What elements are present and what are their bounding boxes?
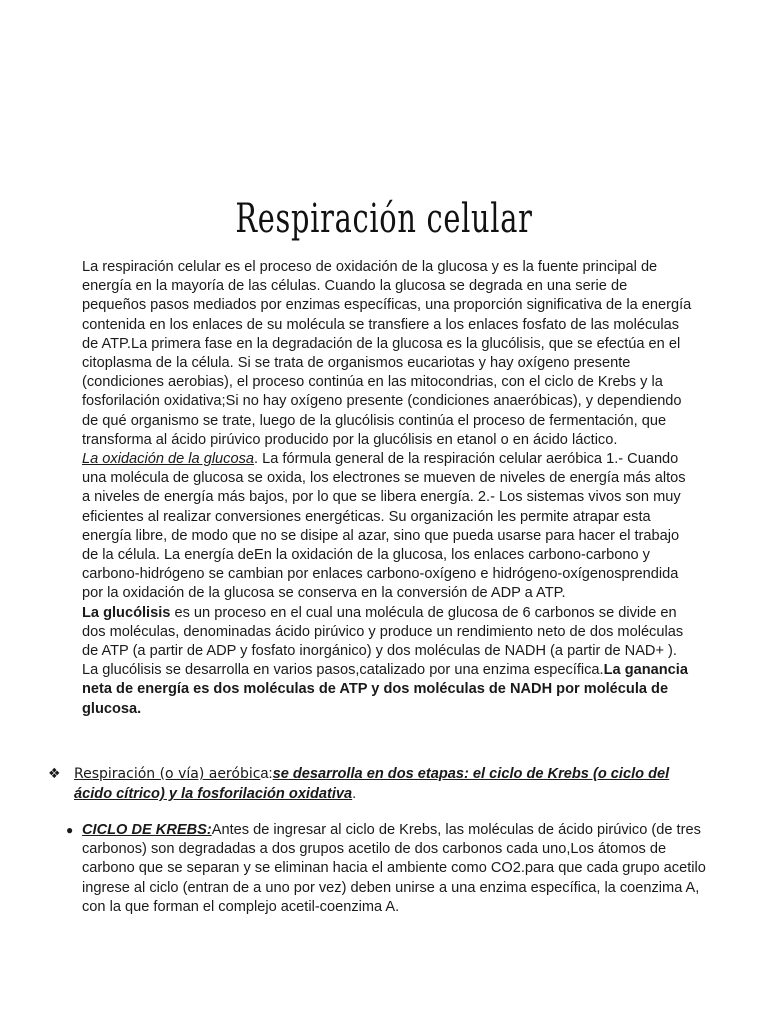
glycolysis-text: es un proceso en el cual una molécula de glucosa de 6 carbonos se divide en dos moléculas, denominadas ácido pirúvico y produce un rendimiento neto de dos moléculas de ATP (a partir de ADP y fosfato inorgánico) y dos moléculas de NADH (a partir de NAD+ ). La glucólisis se desarrolla en varios pasos,catalizado por una enzima específica.	[82, 604, 684, 679]
aerobic-text	[74, 764, 708, 804]
list-item-aerobic	[48, 764, 708, 804]
oxidation-text: . La fórmula general de la respiración celular aeróbica 1.- Cuando una molécula de glucosa se oxida, los electrones se mueven de niveles de energía más altos a niveles de energía más bajos, por lo que se libera energía. 2.- Los sistemas vivos son muy eficientes al realizar conversiones energéticas. Su organización les permite atrapar esta energía libre, de modo que no se disipe al azar, sino que pueda usarse para hacer el trabajo de la célula. La energía deEn la oxidación de la glucosa, los enlaces carbono-carbono y carbono-hidrógeno se cambian por enlaces carbono-oxígeno e hidrógeno-oxígenosprendida por la oxidación de la glucosa se conserva en la conversión de ADP a ATP.	[82, 451, 686, 602]
diamond-bullet-icon: ❖	[48, 766, 61, 782]
glycolysis-bold-summary: La ganancia neta de energía es dos moléculas de ATP y dos moléculas de NADH por molécula de glucosa.	[82, 662, 688, 717]
krebs-text	[82, 821, 706, 917]
paragraph-oxidation	[82, 450, 694, 604]
aerobic-end: .	[352, 786, 357, 802]
aerobic-heading-tail: a:	[260, 766, 273, 782]
list-item-krebs	[66, 821, 706, 917]
aerobic-emphasis: se desarrolla en dos etapas: el ciclo de Krebs (o ciclo del ácido cítrico) y la fosforilación oxidativa	[74, 766, 670, 802]
krebs-heading: CICLO DE KREBS:	[82, 822, 212, 838]
glycolysis-heading: La glucólisis	[82, 604, 171, 621]
paragraph-glycolysis	[82, 604, 694, 719]
dot-bullet-icon: ●	[66, 823, 74, 837]
aerobic-heading: Respiración (o vía) aeróbic	[74, 766, 261, 782]
page-title: Respiración celular	[235, 196, 533, 242]
paragraph-intro: La respiración celular es el proceso de oxidación de la glucosa y es la fuente principal de energía en la mayoría de las células. Cuando la glucosa se degrada en una serie de pequeños pasos mediados por enzimas específicas, una proporción significativa de la energía contenida en los enlaces de su molécula se transfiere a los enlaces fosfato de las moléculas de ATP.La primera fase en la degradación de la glucosa es la glucólisis, que se efectúa en el citoplasma de la célula. Si se trata de organismos eucariotas y hay oxígeno presente (condiciones aerobias), el proceso continúa en las mitocondrias, con el ciclo de Krebs y la fosforilación oxidativa;Si no hay oxígeno presente (condiciones anaeróbicas), y dependiendo de qué organismo se trate, luego de la glucólisis continúa el proceso de fermentación, que transforma al ácido pirúvico producido por la glucólisis en etanol o en ácido láctico.	[82, 259, 692, 448]
body-text	[82, 258, 694, 719]
oxidation-heading: La oxidación de la glucosa	[82, 451, 255, 468]
krebs-body: Antes de ingresar al ciclo de Krebs, las moléculas de ácido pirúvico (de tres carbonos) son degradadas a dos grupos acetilo de dos carbonos cada uno,Los átomos de carbono que se separan y se eliminan hacia el ambiente como CO2.para que cada grupo acetilo ingrese al ciclo (entran de a uno por vez) deben unirse a una enzima específica, la coenzima A, con la que forman el complejo acetil-coenzima A.	[82, 822, 706, 915]
